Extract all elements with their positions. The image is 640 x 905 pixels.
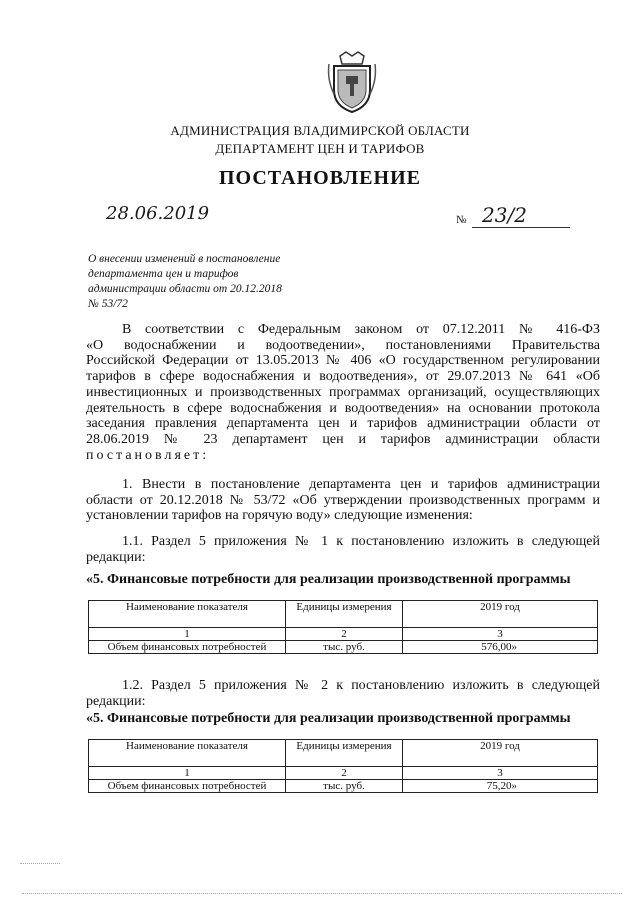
table-cell: 576,00» [403, 641, 598, 654]
item-1-1-paragraph [86, 534, 600, 565]
scan-artifact-line [20, 863, 60, 864]
table-cell: 3 [403, 767, 598, 780]
number-underline [472, 227, 570, 228]
document-date: 28.06.2019 [106, 203, 210, 224]
document-number: 23/2 [482, 203, 527, 227]
table-cell: 1 [89, 628, 286, 641]
preamble-paragraph [86, 322, 600, 463]
preamble-line: заседания правления департамента цен и тарифов администрации области от [86, 416, 600, 432]
table-cell: 3 [403, 628, 598, 641]
table-cell: 2 [286, 628, 403, 641]
item-1-line: установлении тарифов на горячую воду» следующие изменения: [86, 508, 473, 524]
financial-needs-table-2 [88, 739, 598, 793]
table-cell: Объем финансовых потребностей [89, 780, 286, 793]
table-row [89, 780, 598, 793]
table-index-row [89, 767, 598, 780]
preamble-line: 28.06.2019 № 23 департамент цен и тарифов администрации области [86, 431, 600, 447]
table-header-row [89, 601, 598, 628]
item-1-line: 1. Внести в постановление департамента цен и тарифов администрации [122, 477, 600, 492]
coat-of-arms-icon [326, 50, 378, 114]
column-header: Единицы измерения [286, 601, 403, 628]
column-header: 2019 год [403, 601, 598, 628]
item-1-paragraph [86, 477, 600, 524]
preamble-line: деятельность в сфере водоснабжения и водоотведения» на основании протокола [86, 400, 600, 416]
item-1-2-paragraph [86, 678, 600, 709]
number-prefix: № [456, 214, 467, 226]
document-subject [88, 252, 308, 312]
preamble-line: В соответствии с Федеральным законом от 07.12.2011 № 416-ФЗ [122, 322, 600, 337]
organization-name: АДМИНИСТРАЦИЯ ВЛАДИМИРСКОЙ ОБЛАСТИ [170, 123, 470, 138]
department-name: ДЕПАРТАМЕНТ ЦЕН И ТАРИФОВ [215, 141, 425, 156]
column-header: Наименование показателя [89, 740, 286, 767]
table-cell: 1 [89, 767, 286, 780]
item-1-2-line: 1.2. Раздел 5 приложения № 2 к постановлению изложить в следующей [122, 678, 600, 693]
item-1-2-line: редакции: [86, 693, 146, 709]
table-index-row [89, 628, 598, 641]
table-cell: 2 [286, 767, 403, 780]
preamble-line: инвестиционных и производственных программах организаций, осуществляющих [86, 384, 600, 400]
table-cell: тыс. руб. [286, 641, 403, 654]
item-1-1-line: 1.1. Раздел 5 приложения № 1 к постановлению изложить в следующей [122, 534, 600, 549]
table-cell: тыс. руб. [286, 780, 403, 793]
table-cell: Объем финансовых потребностей [89, 641, 286, 654]
resolves-word: постановляет: [86, 447, 210, 463]
table-header-row [89, 740, 598, 767]
financial-needs-table-1 [88, 600, 598, 654]
section-heading: «5. Финансовые потребности для реализации производственной программы [86, 572, 571, 587]
subject-line: О внесении изменений в постановление [88, 253, 281, 265]
document-title: ПОСТАНОВЛЕНИЕ [219, 167, 421, 189]
section-heading: «5. Финансовые потребности для реализации производственной программы [86, 711, 571, 726]
subject-line: администрации области от 20.12.2018 [88, 283, 282, 295]
subject-line: № 53/72 [88, 298, 128, 310]
preamble-line: Российской Федерации от 13.05.2013 № 406 «О государственном регулировании [86, 353, 600, 369]
preamble-line: тарифов в сфере водоснабжения и водоотведения», от 29.07.2013 № 641 «Об [86, 369, 600, 385]
scan-artifact-line [22, 893, 622, 894]
item-1-1-line: редакции: [86, 549, 146, 565]
column-header: 2019 год [403, 740, 598, 767]
item-1-line: области от 20.12.2018 № 53/72 «Об утверждении производственных программ и [86, 492, 600, 508]
preamble-line: «О водоснабжении и водоотведении», постановлениями Правительства [86, 337, 600, 353]
column-header: Единицы измерения [286, 740, 403, 767]
column-header: Наименование показателя [89, 601, 286, 628]
table-cell: 75,20» [403, 780, 598, 793]
table-row [89, 641, 598, 654]
subject-line: департамента цен и тарифов [88, 268, 239, 280]
